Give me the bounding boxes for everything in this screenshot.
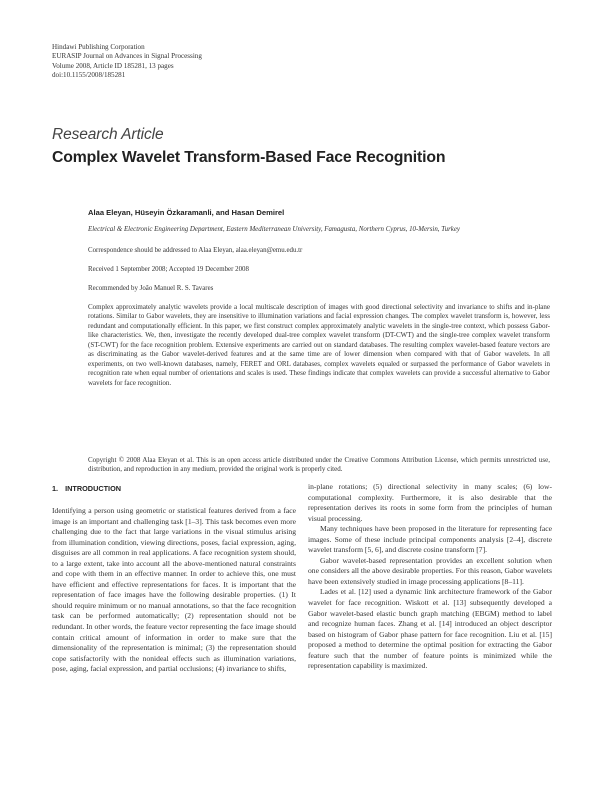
author-list: Alaa Eleyan, Hüseyin Özkaramanli, and Hasan Demirel	[88, 208, 285, 217]
journal-header	[52, 43, 202, 80]
body-paragraph: Identifying a person using geometric or statistical features derived from a face image is an important and challenging task [1–3]. This task becomes even more challenging due to the fact that large variations in the visual stimulus arising from illumination condition, viewing directions, poses, facial expression, aging, disguises are all common in real applications. A face recognition system should, to a large extent, take into account all the above-mentioned natural constraints and cope with them in an effective manner. In order to achieve this, one must have efficient and effective representations for faces. It is important that the representation of face images have the following desirable properties. (1) It should require minimum or no manual annotations, so that the face recognition task can be performed automatically; (2) representation should not be redundant. In other words, the feature vector representing the face image should contain critical amount of information in order to make sure that the dimensionality of the representation is minimal; (3) the representation should cope satisfactorily with the nonideal effects such as illumination variations, pose, aging, facial expression, and partial occlusions; (4) invariance to shifts,	[52, 506, 296, 674]
copyright-notice: Copyright © 2008 Alaa Eleyan et al. This is an open access article distributed under the Creative Commons Attribution License, which permits unrestricted use, distribution, and reproduction in any medium, provided the original work is properly cited.	[88, 456, 550, 474]
journal-doi: doi:10.1155/2008/185281	[52, 70, 126, 79]
author-affiliation: Electrical & Electronic Engineering Department, Eastern Mediterranean University, Famagusta, Northern Cyprus, 10-Mersin, Turkey	[88, 226, 460, 233]
publisher-name: Hindawi Publishing Corporation	[52, 43, 145, 51]
journal-volume: Volume 2008, Article ID 185281, 13 pages	[52, 61, 174, 70]
body-paragraph: Many techniques have been proposed in the literature for representing face images. Some of these include principal components analysis [2–4], discrete wavelet transform [5, 6], and discrete cosine transform [7].	[308, 524, 552, 555]
section-number: 1.	[52, 484, 59, 493]
received-dates: Received 1 September 2008; Accepted 19 December 2008	[88, 266, 249, 273]
body-paragraph: in-plane rotations; (5) directional selectivity in many scales; (6) low-computational complexity. Furthermore, it is also desirable that the representation derives its roots in some form from the principles of human visual processing.	[308, 482, 552, 523]
journal-name: EURASIP Journal on Advances in Signal Processing	[52, 52, 202, 61]
abstract: Complex approximately analytic wavelets provide a local multiscale description of images with good directional selectivity and invariance to shifts and in-plane rotations. Similar to Gabor wavelets, they are insensitive to illumination variations and facial expression changes. The complex wavelet transform is, however, less redundant and computationally efficient. In this paper, we first construct complex approximately analytic wavelets in the single-tree context, which possess Gabor-like characteristics. We, then, investigate the recently developed dual-tree complex wavelet transform (DT-CWT) and the single-tree complex wavelet transform (ST-CWT) for the face recognition problem. Extensive experiments are carried out on standard databases. The resulting complex wavelet-based feature vectors are as discriminating as the Gabor wavelet-derived features and at the same time are of lower dimension when compared with that of Gabor wavelets. In all experiments, on two well-known databases, namely, FERET and ORL databases, complex wavelets equaled or surpassed the performance of Gabor wavelets in recognition rate when equal number of orientations and scales is used. These findings indicate that complex wavelets can provide a successful alternative to Gabor wavelets for face recognition.	[88, 303, 550, 387]
body-paragraph: Lades et al. [12] used a dynamic link architecture framework of the Gabor wavelet for face recognition. Wiskott et al. [13] subsequently developed a Gabor wavelet-based elastic bunch graph matching (EBGM) method to label and recognize human faces. Zhang et al. [14] introduced an object descriptor based on histogram of Gabor phase pattern for face recognition. Liu et al. [15] proposed a method to determine the optimal position for extracting the Gabor feature such that the number of feature points is minimized while the representation capability is maximized.	[308, 587, 552, 671]
correspondence-note: Correspondence should be addressed to Alaa Eleyan, alaa.eleyan@emu.edu.tr	[88, 247, 303, 254]
section-title: INTRODUCTION	[65, 484, 122, 493]
body-paragraph: Gabor wavelet-based representation provides an excellent solution when one considers all the above desirable properties. For this reason, Gabor wavelets have been extensively studied in image processing applications [8–11].	[308, 555, 552, 586]
article-type: Research Article	[52, 126, 164, 143]
recommended-by: Recommended by João Manuel R. S. Tavares	[88, 285, 214, 292]
article-title: Complex Wavelet Transform-Based Face Recognition	[52, 149, 446, 166]
section-heading	[52, 484, 128, 493]
